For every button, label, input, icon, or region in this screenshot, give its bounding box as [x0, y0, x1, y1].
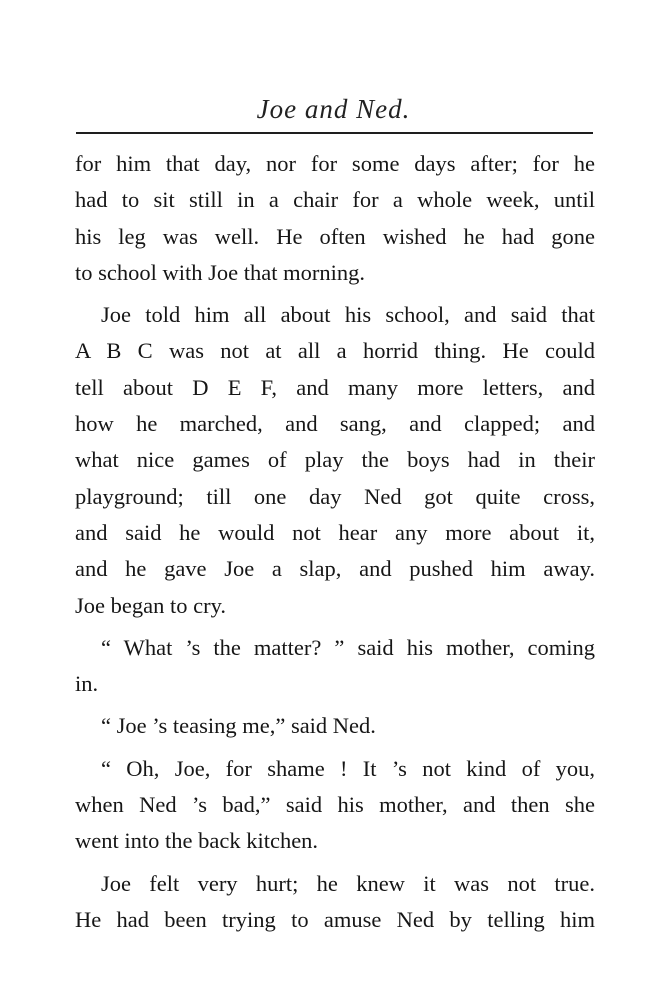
text-line: tell about D E F, and many more letters, and [75, 374, 595, 400]
paragraph-1 [75, 146, 595, 291]
text-line: “ Joe ’s teasing me,” said Ned. [101, 713, 376, 739]
text-line: and he gave Joe a slap, and pushed him away. [75, 556, 595, 582]
text-line: “ What ’s the matter? ” said his mother, coming [101, 634, 595, 660]
text-line: Joe told him all about his school, and said that [101, 302, 595, 328]
text-line: how he marched, and sang, and clapped; and [75, 411, 595, 437]
body-text [75, 146, 595, 938]
text-line: “ Oh, Joe, for shame ! It ’s not kind of you, [101, 755, 595, 781]
paragraph-2 [75, 297, 595, 624]
text-line: had to sit still in a chair for a whole week, until [75, 187, 595, 213]
paragraph-3 [75, 630, 595, 703]
text-line: Joe felt very hurt; he knew it was not true. [101, 870, 595, 896]
text-line: and said he would not hear any more about it, [75, 519, 595, 545]
running-head: Joe and Ned. [256, 94, 411, 124]
text-line: for him that day, nor for some days after; for he [75, 151, 595, 176]
text-line: when Ned ’s bad,” said his mother, and then she [75, 792, 595, 818]
text-line: to school with Joe that morning. [75, 259, 365, 285]
paragraph-5 [75, 751, 595, 860]
text-line: A B C was not at all a horrid thing. He could [75, 338, 595, 364]
header-rule [76, 132, 593, 134]
text-line: Joe began to cry. [75, 592, 226, 618]
paragraph-6 [75, 866, 595, 939]
text-line: in. [75, 671, 99, 697]
text-line: what nice games of play the boys had in their [75, 447, 595, 473]
text-line: went into the back kitchen. [75, 828, 319, 854]
paragraph-4 [75, 708, 595, 744]
text-line: He had been trying to amuse Ned by telling him [75, 906, 595, 932]
text-line: playground; till one day Ned got quite cross, [75, 483, 595, 509]
text-line: his leg was well. He often wished he had gone [75, 223, 595, 249]
